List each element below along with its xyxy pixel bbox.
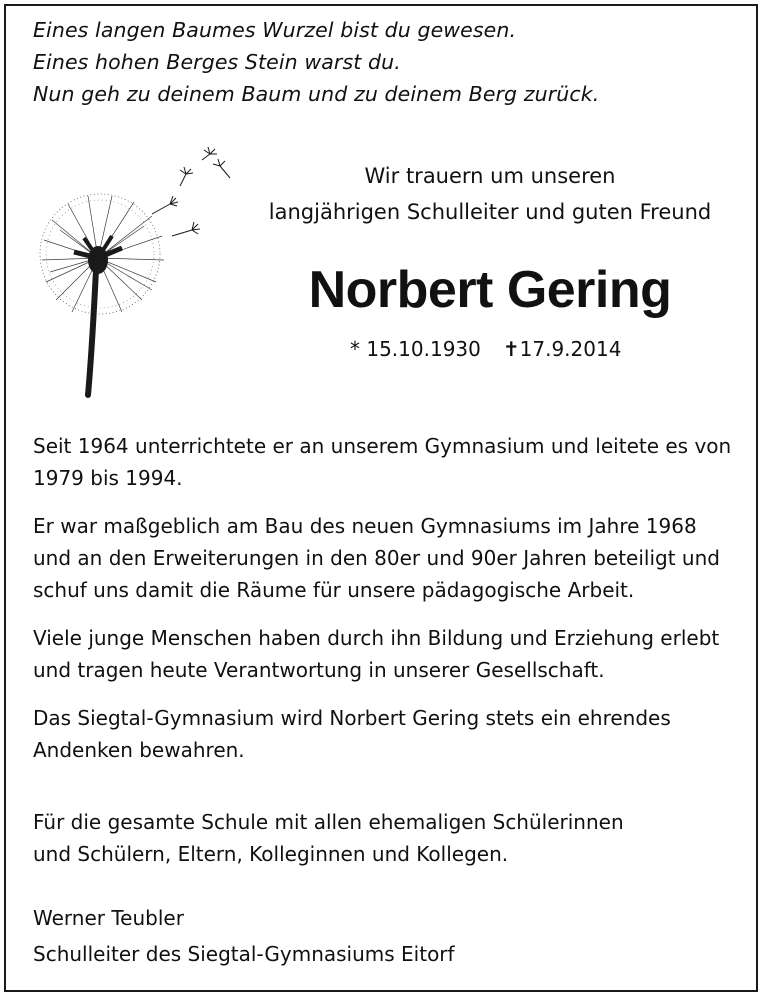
intro-line: Wir trauern um unseren xyxy=(364,164,616,188)
signature-block xyxy=(33,900,733,972)
death-date: ✝17.9.2014 xyxy=(502,337,622,361)
poem-line: Eines hohen Berges Stein warst du. xyxy=(33,50,401,74)
closing-note xyxy=(33,806,733,870)
poem xyxy=(33,14,599,110)
body-paragraph: Das Siegtal-Gymnasium wird Norbert Gering stets ein ehrendes Andenken bewahren. xyxy=(33,706,671,762)
obituary-body xyxy=(33,430,733,782)
signatory-name: Werner Teubler xyxy=(33,906,184,930)
closing-line: Für die gesamte Schule mit allen ehemaligen Schülerinnen xyxy=(33,810,624,834)
intro-line: langjährigen Schulleiter und guten Freund xyxy=(268,200,712,224)
poem-line: Eines langen Baumes Wurzel bist du gewesen. xyxy=(33,18,517,42)
body-paragraph: Er war maßgeblich am Bau des neuen Gymnasiums im Jahre 1968 und an den Erweiterungen in den 80er und 90er Jahren beteiligt und schuf uns damit die Räume für unsere pädagogische Arbeit. xyxy=(33,514,720,602)
poem-line: Nun geh zu deinem Baum und zu deinem Berg zurück. xyxy=(33,82,600,106)
dandelion-icon xyxy=(34,140,244,400)
signatory-title: Schulleiter des Siegtal-Gymnasiums Eitorf xyxy=(33,942,455,966)
body-paragraph: Viele junge Menschen haben durch ihn Bildung und Erziehung erlebt und tragen heute Verantwortung in unserer Gesellschaft. xyxy=(33,626,720,682)
closing-line: und Schülern, Eltern, Kolleginnen und Kollegen. xyxy=(33,842,509,866)
life-dates xyxy=(350,334,621,364)
deceased-name: Norbert Gering xyxy=(308,261,672,319)
mourning-intro xyxy=(250,158,730,230)
body-paragraph: Seit 1964 unterrichtete er an unserem Gymnasium und leitete es von 1979 bis 1994. xyxy=(33,434,732,490)
birth-date: * 15.10.1930 xyxy=(350,337,481,361)
